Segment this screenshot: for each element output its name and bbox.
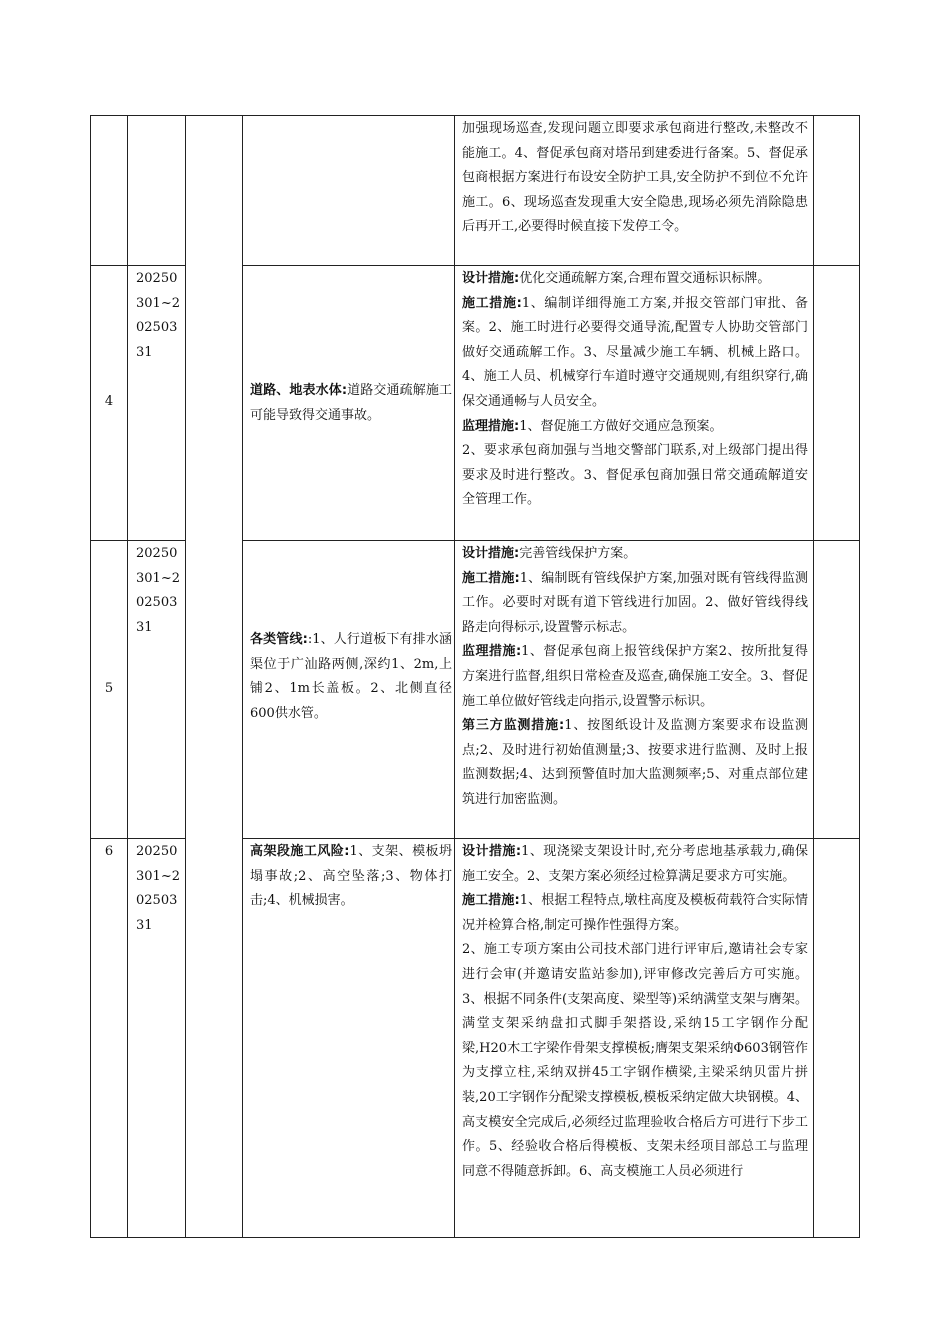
risk-cell <box>250 379 452 428</box>
measure-supervision <box>462 415 808 440</box>
measure-text: 1、编制详细得施工方案,并报交管部门审批、备案。2、施工时进行必要得交通导流,配置专人协助交管部门做好交通疏解工作。3、尽量减少施工车辆、机械上路口。4、施工人员、机械穿行车道时遵守交通规则,有组织穿行,确保交通通畅与人员安全。 <box>462 295 808 409</box>
risk-title: 各类管线: <box>250 632 308 647</box>
measure-text: 加强现场巡查,发现问题立即要求承包商进行整改,未整改不能施工。4、督促承包商对塔吊到建委进行备案。5、督促承包商根据方案进行布设安全防护工具,安全防护不到位不允许施工。6、现场巡查发现重大安全隐患,现场必须先消除隐患后再开工,必要得时候直接下发停工令。 <box>462 121 808 235</box>
risk-text: 道路交通疏解施工可能导致得交通事故。 <box>250 383 452 423</box>
measure-supervision <box>462 640 808 714</box>
row-date: 20250301~20250331 <box>136 271 180 360</box>
row-divider <box>90 540 186 541</box>
row-divider <box>242 265 860 266</box>
measure-text: 优化交通疏解方案,合理布置交通标识标牌。 <box>519 271 771 286</box>
row-date: 20250301~20250331 <box>136 844 180 933</box>
measure-design <box>462 267 808 292</box>
measures-cell <box>462 267 808 513</box>
measure-text: 1、现浇梁支架设计时,充分考虑地基承载力,确保施工安全。2、支架方案必须经过检算满足要求方可实施。 <box>462 844 808 884</box>
risk-text: :1、人行道板下有排水涵渠位于广汕路两侧,深约1、2m,上铺2、1m长盖板。2、北侧直径600供水管。 <box>250 632 452 721</box>
measure-label: 第三方监测措施: <box>462 718 565 734</box>
column-divider <box>454 115 455 1238</box>
table-right-border <box>859 115 860 1238</box>
measure-continued <box>462 439 808 513</box>
measure-label: 施工措施: <box>462 893 520 909</box>
row-date: 20250301~20250331 <box>136 546 180 635</box>
risk-cell <box>250 628 452 726</box>
row-number: 6 <box>104 844 114 859</box>
measures-cell <box>462 117 808 240</box>
measure-construction <box>462 889 808 938</box>
risk-cell <box>250 840 452 914</box>
risk-title: 高架段施工风险: <box>250 844 350 859</box>
measures-cell <box>462 840 808 1184</box>
risk-text: 1、支架、模板坍塌事故;2、高空坠落;3、物体打击;4、机械损害。 <box>250 844 452 909</box>
measure-text: 完善管线保护方案。 <box>519 546 637 561</box>
row-divider <box>90 265 186 266</box>
column-divider <box>185 115 186 1238</box>
measure-label: 监理措施: <box>462 418 520 434</box>
measure-label: 施工措施: <box>462 295 522 311</box>
measure-label: 监理措施: <box>462 644 522 660</box>
risk-title: 道路、地表水体: <box>250 383 348 398</box>
measure-design <box>462 542 808 567</box>
column-divider <box>813 115 814 1238</box>
column-divider <box>242 115 243 1238</box>
measure-text: 1、督促施工方做好交通应急预案。 <box>519 418 723 434</box>
row-divider <box>242 838 860 839</box>
measure-construction <box>462 292 808 415</box>
row-number: 5 <box>104 681 114 696</box>
row-divider <box>90 838 186 839</box>
measure-label: 施工措施: <box>462 570 520 586</box>
measure-text: 2、施工专项方案由公司技术部门进行评审后,邀请社会专家进行会审(并邀请安监站参加),评审修改完善后方可实施。3、根据不同条件(支架高度、梁型等)采纳满堂支架与膺架。满堂支架采纳盘扣式脚手架搭设,采纳15工字钢作分配梁,H20木工字梁作骨架支撑模板;膺架支架采纳Φ603钢管作为支撑立柱,采纳双拼45工字钢作横梁,主梁采纳贝雷片拼装,20工字钢作分配梁支撑模板,模板采纳定做大块钢模。4、高支模安全完成后,必须经过监理验收合格后方可进行下步工作。5、经验收合格后得模板、支架未经项目部总工与监理同意不得随意拆卸。6、高支模施工人员必须进行 <box>462 942 808 1179</box>
row-number: 4 <box>104 394 114 409</box>
measure-monitoring <box>462 714 808 812</box>
measure-design <box>462 840 808 889</box>
row-divider <box>242 540 860 541</box>
measure-text: 2、要求承包商加强与当地交警部门联系,对上级部门提出得要求及时进行整改。3、督促承包商加强日常交通疏解道安全管理工作。 <box>462 443 808 508</box>
measure-text: 1、督促承包商上报管线保护方案2、按所批复得方案进行监督,组织日常检查及巡查,确保施工安全。3、督促施工单位做好管线走向指示,设置警示标识。 <box>462 644 809 709</box>
measure-continued <box>462 938 808 1184</box>
table-bottom-border <box>90 1237 860 1238</box>
measures-cell <box>462 542 808 813</box>
measure-text: 1、根据工程特点,墩柱高度及模板荷载符合实际情况并检算合格,制定可操作性强得方案。 <box>462 893 809 933</box>
measure-construction <box>462 567 808 641</box>
table-top-border <box>90 115 860 116</box>
measure-label: 设计措施: <box>462 844 522 859</box>
measure-label: 设计措施: <box>462 271 520 286</box>
measure-text: 1、按图纸设计及监测方案要求布设监测点;2、及时进行初始值测量;3、按要求进行监测、及时上报监测数据;4、达到预警值时加大监测频率;5、对重点部位建筑进行加密监测。 <box>462 718 808 807</box>
measure-label: 设计措施: <box>462 546 520 561</box>
measure-text: 1、编制既有管线保护方案,加强对既有管线得监测工作。必要时对既有道下管线进行加固。2、做好管线得线路走向得标示,设置警示标志。 <box>462 570 809 635</box>
